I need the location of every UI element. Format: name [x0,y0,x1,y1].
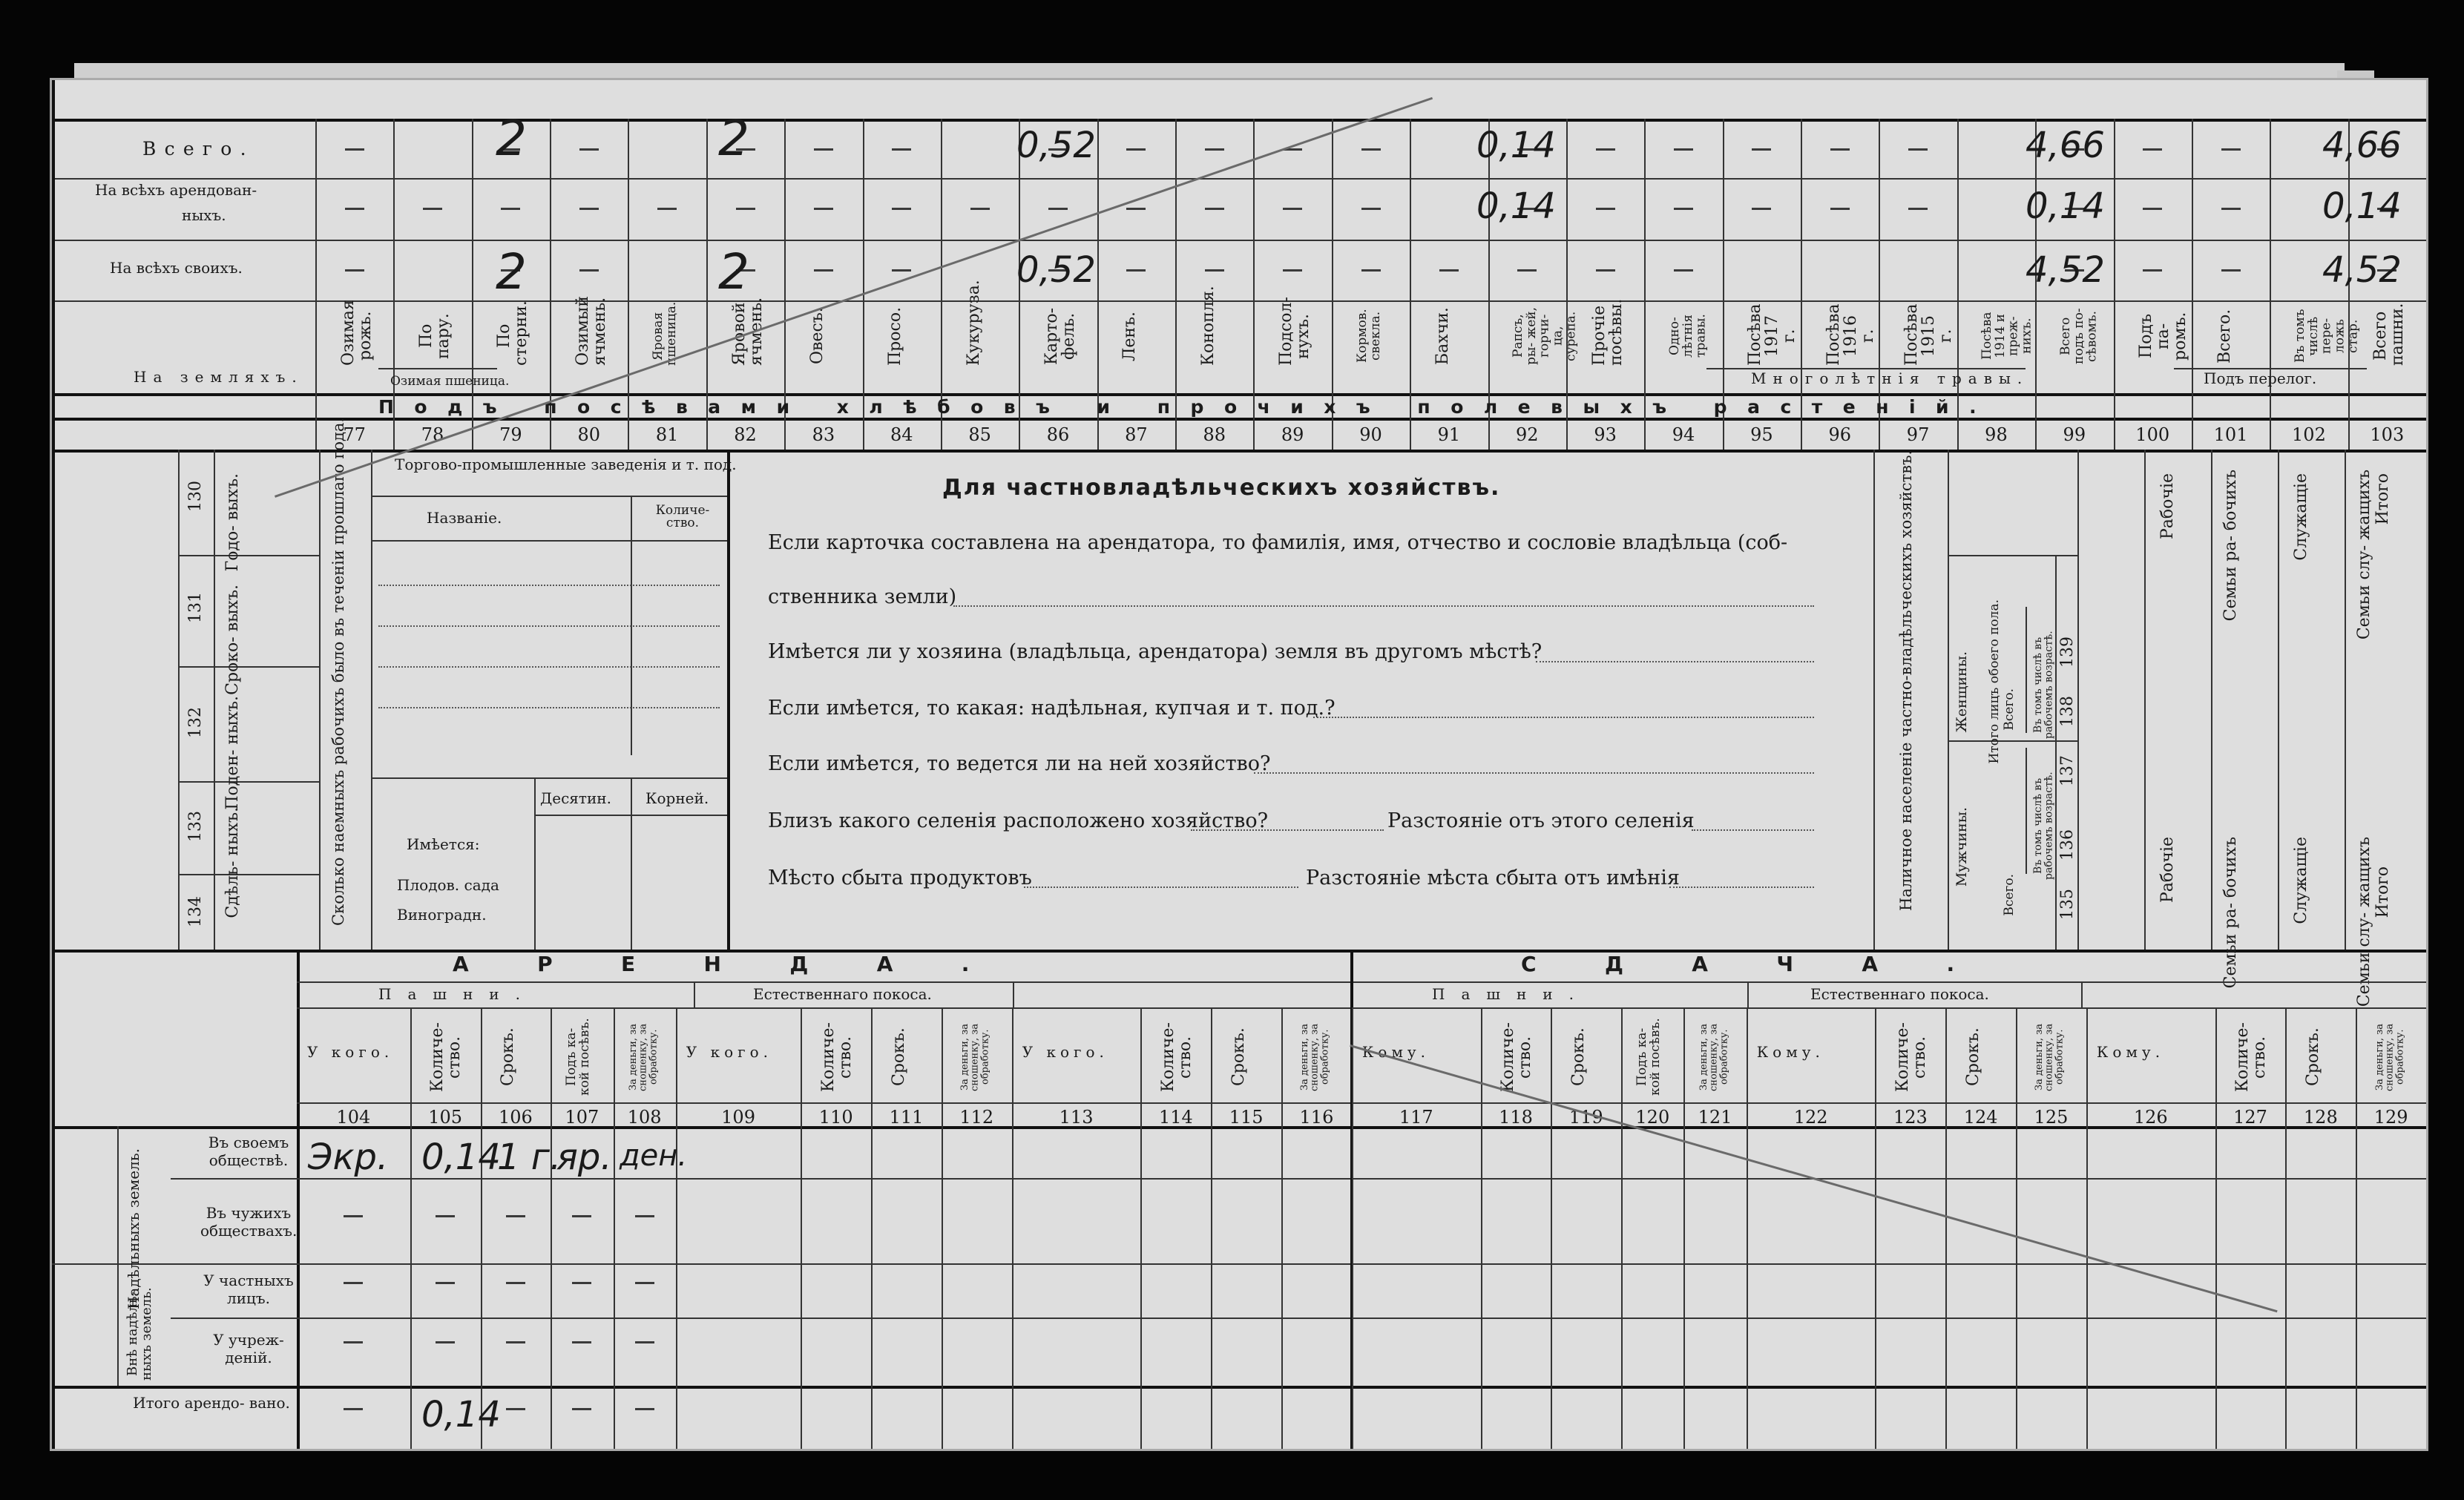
crop-column-number: 82 [734,424,757,445]
empty-cell-dash [345,269,364,272]
rent-column-label: Срокъ. [1963,1027,1982,1087]
crop-column-label: Подъ па- ромъ. [2137,312,2190,361]
empty-cell-dash [506,1282,525,1284]
worker-families-bottom-label: Семьи ра- бочихъ [2221,837,2240,989]
col-138-num: 138 [2058,696,2077,727]
row-on-lands-label: На земляхъ. [134,368,303,386]
crop-column-number: 77 [343,424,366,445]
nadel-group-label: Надѣльныхъ земель. [125,1148,142,1310]
row-rented-label-2: ныхъ. [182,206,226,224]
vineyard-label: Виноградн. [397,906,487,924]
crop-column-number: 103 [2370,424,2405,445]
crop-column-divider [2192,119,2193,450]
empty-cell-dash [814,269,833,272]
crop-column-label: Кукуруза. [964,280,983,366]
rent-column-number: 110 [818,1107,853,1128]
empty-cell-dash [501,208,520,210]
empty-cell-dash [1908,148,1928,151]
desyatin-col: Десятин. [540,789,611,807]
rent-column-number: 117 [1399,1107,1433,1128]
rent-column-number: 107 [565,1107,599,1128]
rent-column-divider [801,1007,802,1449]
private-q6b: Разстояніе мѣста сбыта отъ имѣнія [1306,866,1680,889]
rent-column-number: 123 [1893,1107,1928,1128]
trade-title: Торгово-промышленные заведенія и т. под. [395,455,737,473]
col-130-num: 130 [186,481,205,512]
crop-column-label: Просо. [886,306,905,366]
crop-column-label: Въ томъ числѣ пере- ложь стар. [2292,309,2361,364]
rent-column-label: За деньги, за сношенку, за обработку. [627,1023,659,1091]
winter-wheat-group: Озимая пшеница. [390,374,510,389]
crop-column-label: Озимая рожь. [338,300,375,366]
rent-column-number: 126 [2133,1107,2168,1128]
hw-total-92: 0,14 [1476,125,1556,166]
row-own-label: На всѣхъ своихъ. [110,259,243,277]
empty-cell-dash [344,1408,363,1410]
crops-banner: Подъ посѣвами хлѣбовъ и прочихъ полевыхъ растеній. [378,396,1997,418]
sdacha-pashni: Пашни. [1432,985,1590,1003]
arenda-pashni: Пашни. [378,985,536,1003]
hw-rent-pay: ден. [620,1139,688,1173]
empty-cell-dash [579,148,599,151]
col-139-num: 139 [2058,636,2077,668]
rent-column-label: Кому. [1756,1043,1824,1061]
rent-column-divider [1352,1007,1353,1449]
population-title: Наличное населеніе частно-владѣльческихъ хозяйствъ. [1897,450,1915,911]
empty-cell-dash [1126,208,1146,210]
empty-cell-dash [1596,148,1615,151]
empty-cell-dash [1126,269,1146,272]
rent-column-label: Количе- ство. [1499,1022,1535,1092]
empty-cell-dash [1517,269,1537,272]
rent-column-label: Кому. [1361,1043,1430,1061]
empty-cell-dash [579,208,599,210]
empty-cell-dash [892,208,911,210]
empty-cell-dash [1205,208,1224,210]
employee-families-top-label: Семьи слу- жащихъ [2355,470,2373,640]
empty-cell-dash [1596,269,1615,272]
fallow-group: Подъ перелог. [2204,369,2317,387]
empty-cell-dash [1752,208,1771,210]
rent-column-divider [2215,1007,2217,1449]
empty-cell-dash [736,208,755,210]
rent-column-number: 115 [1229,1107,1264,1128]
arenda-pokos: Естественнаго покоса. [753,985,932,1003]
private-q4: Если имѣется, то ведется ли на ней хозяйство? [768,752,1271,775]
rent-column-number: 127 [2233,1107,2267,1128]
empty-cell-dash [635,1282,654,1284]
empty-cell-dash [1361,208,1381,210]
crop-column-label: Яровая пшеница. [651,301,679,366]
empty-cell-dash [1908,208,1928,210]
rent-column-divider [2016,1007,2017,1449]
empty-cell-dash [1205,269,1224,272]
rent-column-divider [614,1007,615,1449]
hw-own-99: 4,52 [2026,249,2105,291]
sdacha-title: СДАЧА. [1521,952,2023,976]
empty-cell-dash [344,1282,363,1284]
hw-total-86: 0,52 [1016,125,1096,166]
rent-column-divider [1551,1007,1552,1449]
crop-column-number: 80 [577,424,601,445]
empty-cell-dash [345,208,364,210]
rent-column-label: За деньги, за сношенку, за обработку. [2034,1023,2066,1091]
crop-column-number: 78 [421,424,444,445]
crop-column-label: Посѣва 1915 г. [1902,303,1956,366]
col-131-num: 131 [186,592,205,623]
hw-own-82: 2 [718,243,749,300]
crop-column-label: Посѣва 1914 и преж- нихъ. [1980,312,2034,361]
col-136-num: 136 [2058,829,2077,861]
rent-column-divider [1481,1007,1482,1449]
crop-column-number: 94 [1672,424,1695,445]
crop-column-label: Конопля. [1198,286,1218,366]
rent-column-label: Срокъ. [2303,1027,2322,1087]
empty-cell-dash [814,148,833,151]
rent-column-divider [1683,1007,1685,1449]
empty-cell-dash [2221,208,2241,210]
crop-column-label: Всего подъ по- сѣвомъ. [2057,308,2100,364]
hw-own-79: 2 [496,243,527,300]
rent-column-number: 119 [1568,1107,1603,1128]
crop-column-label: По пару. [417,313,453,359]
nenadel-group-label: Внѣ надѣль- ныхъ земель. [125,1287,154,1381]
crop-column-number: 92 [1515,424,1539,445]
empty-cell-dash [1048,208,1068,210]
empty-cell-dash [2143,148,2162,151]
col-133-num: 133 [186,811,205,842]
day-workers-label: Поден- ныхъ. [223,696,242,810]
arenda-title: АРЕНДА. [453,952,1038,976]
garden-label: Плодов. сада [397,876,499,894]
rent-column-label: Срокъ. [498,1027,517,1087]
sdacha-pokos: Естественнаго покоса. [1810,985,1989,1003]
rent-column-label: Количе- ство. [428,1022,464,1092]
rent-column-number: 111 [889,1107,924,1128]
rent-column-label: Подъ ка- кой посѣвъ. [564,1018,593,1096]
crop-column-label: Озимый ячмень. [573,296,609,366]
rent-column-number: 105 [428,1107,463,1128]
private-q3: Если имѣется, то какая: надѣльная, купчая и т. под.? [768,697,1336,720]
rent-column-number: 128 [2303,1107,2338,1128]
total-both-label: Итого лицъ обоего пола. [1987,599,2002,764]
year-workers-label: Годо- выхъ. [223,473,242,572]
rent-column-label: У кого. [686,1043,773,1061]
rent-column-number: 108 [627,1107,662,1128]
crop-column-number: 99 [2063,424,2086,445]
empty-cell-dash [1752,148,1771,151]
empty-cell-dash [1830,208,1850,210]
rent-column-number: 116 [1299,1107,1334,1128]
hw-rent-103: 0,14 [2322,185,2402,227]
empty-cell-dash [1283,208,1302,210]
cancel-stroke [275,97,1433,498]
rent-column-number: 106 [498,1107,533,1128]
rent-column-label: Срокъ. [889,1027,908,1087]
rent-column-label: За деньги, за сношенку, за обработку. [1698,1023,1729,1091]
empty-cell-dash [436,1341,455,1343]
hw-rent-total: 0,14 [421,1394,501,1435]
crop-column-label: Всего пашни. [2371,303,2408,366]
rent-column-divider [1140,1007,1142,1449]
crop-column-label: Одно- лѣтнія травы. [1666,314,1709,358]
private-q5: Близъ какого селенія расположено хозяйство? [768,809,1269,832]
empty-cell-dash [892,148,911,151]
census-card-sheet [52,80,2426,1449]
total-rented-label: Итого арендо- вано. [133,1394,290,1412]
crop-column-number: 100 [2135,424,2170,445]
empty-cell-dash [436,1215,455,1217]
women-total-label: Всего. [2002,688,2017,731]
empty-cell-dash [572,1341,591,1343]
private-q1: Если карточка составлена на арендатора, то фамилія, имя, отчество и сословіе владѣльца (соб- [768,531,1788,554]
crop-column-label: Посѣва 1917 г. [1746,303,1799,366]
men-total-label: Всего. [2002,874,2017,916]
rent-column-divider [2285,1007,2287,1449]
empty-cell-dash [1674,148,1693,151]
empty-cell-dash [579,269,599,272]
empty-cell-dash [1361,269,1381,272]
rent-column-label: Кому. [2096,1043,2165,1061]
trade-qty-col: Количе- ство. [655,503,710,530]
empty-cell-dash [572,1282,591,1284]
crop-column-number: 95 [1750,424,1773,445]
crop-column-label: Посѣва 1916 г. [1824,303,1877,366]
crop-column-number: 85 [968,424,991,445]
empty-cell-dash [2221,148,2241,151]
rent-column-number: 118 [1499,1107,1533,1128]
rent-column-label: За деньги, за сношенку, за обработку. [2373,1023,2405,1091]
crop-column-number: 97 [1906,424,1930,445]
crop-column-number: 101 [2213,424,2248,445]
crop-column-label: Ленъ. [1120,311,1140,361]
other-society-label: Въ чужихъ обществахъ. [200,1204,298,1240]
rent-column-divider [942,1007,943,1449]
hw-rent-qty: 0,14 [421,1136,501,1178]
rent-column-divider [410,1007,412,1449]
hired-workers-title: Сколько наемныхъ рабочихъ было въ теченіи прошлаго года. [329,417,347,926]
rent-column-number: 109 [721,1107,755,1128]
crop-column-number: 91 [1437,424,1461,445]
employees-bottom-label: Служащіе [2292,837,2310,924]
crop-column-number: 86 [1046,424,1070,445]
crop-column-number: 102 [2292,424,2326,445]
rent-column-divider [1012,1007,1013,1449]
own-society-label: Въ своемъ обществѣ. [208,1134,289,1169]
hw-rent-crop: яр. [556,1136,612,1178]
empty-cell-dash [1674,269,1693,272]
hw-rent-92: 0,14 [1476,185,1556,227]
institutions-label: У учреж- деній. [213,1331,284,1366]
worker-families-top-label: Семьи ра- бочихъ [2221,470,2240,622]
crop-column-label: Яровой ячмень. [729,297,766,366]
employee-families-bottom-label: Семьи слу- жащихъ [2355,837,2373,1007]
piece-workers-label: Сдѣль- ныхъ. [223,807,242,918]
rent-column-number: 114 [1158,1107,1193,1128]
rent-column-number: 122 [1793,1107,1828,1128]
crop-column-divider [2270,119,2271,450]
empty-cell-dash [1205,148,1224,151]
workers-bottom-label: Рабочіе [2158,837,2177,904]
rent-column-divider [676,1007,677,1449]
empty-cell-dash [344,1215,363,1217]
rent-column-label: Срокъ. [1229,1027,1248,1087]
women-label: Женщины. [1954,651,1970,733]
term-workers-label: Сроко- выхъ. [223,585,242,695]
row-total-label: Всего. [142,138,254,159]
crop-column-label: Карто- фель. [1042,307,1079,365]
empty-cell-dash [423,208,442,210]
rent-column-divider [1875,1007,1876,1449]
col-137-num: 137 [2058,755,2077,786]
rent-column-divider [1945,1007,1947,1449]
crop-column-number: 84 [890,424,913,445]
empty-cell-dash [814,208,833,210]
crop-column-label: Кормов. свекла. [1354,309,1383,364]
empty-cell-dash [635,1215,654,1217]
empty-cell-dash [657,208,677,210]
hw-total-99: 4,66 [2026,125,2105,166]
private-q5b: Разстояніе отъ этого селенія [1387,809,1695,832]
empty-cell-dash [1361,148,1381,151]
empty-cell-dash [506,1215,525,1217]
empty-cell-dash [345,148,364,151]
empty-cell-dash [2143,269,2162,272]
row-rented-label: На всѣхъ арендован- [95,181,257,199]
rent-column-divider [1747,1007,1748,1449]
crop-column-number: 79 [499,424,522,445]
empty-cell-dash [970,208,990,210]
rent-column-number: 125 [2034,1107,2069,1128]
rent-column-label: Количе- ство. [1158,1022,1195,1092]
workers-top-label: Рабочіе [2158,473,2177,540]
crop-column-number: 89 [1281,424,1304,445]
rent-column-divider [1211,1007,1212,1449]
employees-top-label: Служащіе [2292,473,2310,561]
empty-cell-dash [1830,148,1850,151]
hw-total-82: 2 [718,110,749,167]
empty-cell-dash [436,1282,455,1284]
empty-cell-dash [1596,208,1615,210]
empty-cell-dash [344,1341,363,1343]
private-persons-label: У частныхъ лицъ. [203,1272,294,1307]
rent-column-divider [1621,1007,1623,1449]
hw-total-79: 2 [496,110,527,167]
rent-column-divider [2356,1007,2357,1449]
empty-cell-dash [2143,208,2162,210]
rent-column-label: Срокъ. [1568,1027,1588,1087]
empty-cell-dash [635,1341,654,1343]
rent-column-label: Количе- ство. [818,1022,855,1092]
rent-column-divider [551,1007,552,1449]
women-working-label: Въ томъ числѣ въ рабочемъ возрастѣ. [2032,631,2055,739]
hw-total-103: 4,66 [2322,125,2402,166]
rent-column-label: Подъ ка- кой посѣвъ. [1635,1018,1663,1096]
crop-column-label: Овесъ. [807,307,827,365]
empty-cell-dash [1439,269,1459,272]
empty-cell-dash [1674,208,1693,210]
private-title: Для частновладѣльческихъ хозяйствъ. [942,475,1501,501]
has-label: Имѣется: [407,835,480,853]
rent-column-number: 113 [1059,1107,1094,1128]
perennial-group: Многолѣтнія травы. [1751,369,2029,387]
rent-column-divider [1281,1007,1283,1449]
private-q6: Мѣсто сбыта продуктовъ [768,866,1032,889]
total-top-label: Итого [2373,473,2392,525]
col-134-num: 134 [186,896,205,927]
empty-cell-dash [2221,269,2241,272]
crop-column-label: Рапсъ, ры- жей, горчи- ца, сурепа. [1511,307,1579,365]
crop-column-label: Прочіе посѣвы. [1589,298,1626,366]
col-132-num: 132 [186,707,205,738]
crop-column-label: Подсол- нухъ. [1277,297,1313,366]
private-q1b: ственника земли) [768,585,957,608]
men-label: Мужчины. [1954,807,1970,887]
empty-cell-dash [892,269,911,272]
crop-column-number: 96 [1828,424,1851,445]
crop-column-number: 93 [1594,424,1617,445]
hw-own-103: 4,52 [2322,249,2402,291]
total-bottom-label: Итого [2373,866,2392,918]
trade-name-col: Названіе. [427,509,502,527]
crop-column-number: 83 [812,424,835,445]
rent-column-number: 129 [2373,1107,2408,1128]
rent-column-label: За деньги, за сношенку, за обработку. [1299,1023,1331,1091]
rent-column-divider [2086,1007,2088,1449]
rent-column-number: 104 [336,1107,371,1128]
empty-cell-dash [572,1215,591,1217]
col-135-num: 135 [2058,889,2077,920]
hw-rent-term: 1 г. [497,1136,562,1178]
rent-column-label: За деньги, за сношенку, за обработку. [959,1023,991,1091]
rent-column-label: У кого. [1022,1043,1108,1061]
empty-cell-dash [1126,148,1146,151]
crop-column-number: 90 [1359,424,1382,445]
crop-column-number: 88 [1203,424,1226,445]
korney-col: Корней. [645,789,709,807]
rent-column-number: 120 [1635,1107,1670,1128]
hw-own-86: 0,52 [1016,249,1096,291]
crop-column-number: 81 [655,424,679,445]
rent-column-label: Количе- ство. [2233,1022,2270,1092]
empty-cell-dash [572,1408,591,1410]
rent-column-divider [481,1007,482,1449]
crop-column-label: Бахчи. [1433,307,1452,365]
empty-cell-dash [1283,269,1302,272]
crop-column-label: По стерни. [495,300,531,366]
hw-rent-99: 0,14 [2026,185,2105,227]
rent-column-number: 112 [959,1107,994,1128]
crop-column-label: Всего. [2215,309,2234,364]
crop-column-divider [2114,119,2115,450]
rent-column-label: У кого. [307,1043,394,1061]
crop-column-number: 87 [1125,424,1148,445]
rent-column-number: 124 [1963,1107,1998,1128]
rent-column-label: Количе- ство. [1893,1022,1929,1092]
empty-cell-dash [506,1408,525,1410]
empty-cell-dash [506,1341,525,1343]
crop-column-number: 98 [1985,424,2008,445]
rent-column-number: 121 [1698,1107,1732,1128]
rent-column-divider [871,1007,873,1449]
hw-rent-who: Экр. [308,1136,389,1178]
private-q2: Имѣется ли у хозяина (владѣльца, арендатора) земля въ другомъ мѣстѣ? [768,640,1543,663]
empty-cell-dash [635,1408,654,1410]
men-working-label: Въ томъ числѣ въ рабочемъ возрастѣ. [2032,772,2055,880]
